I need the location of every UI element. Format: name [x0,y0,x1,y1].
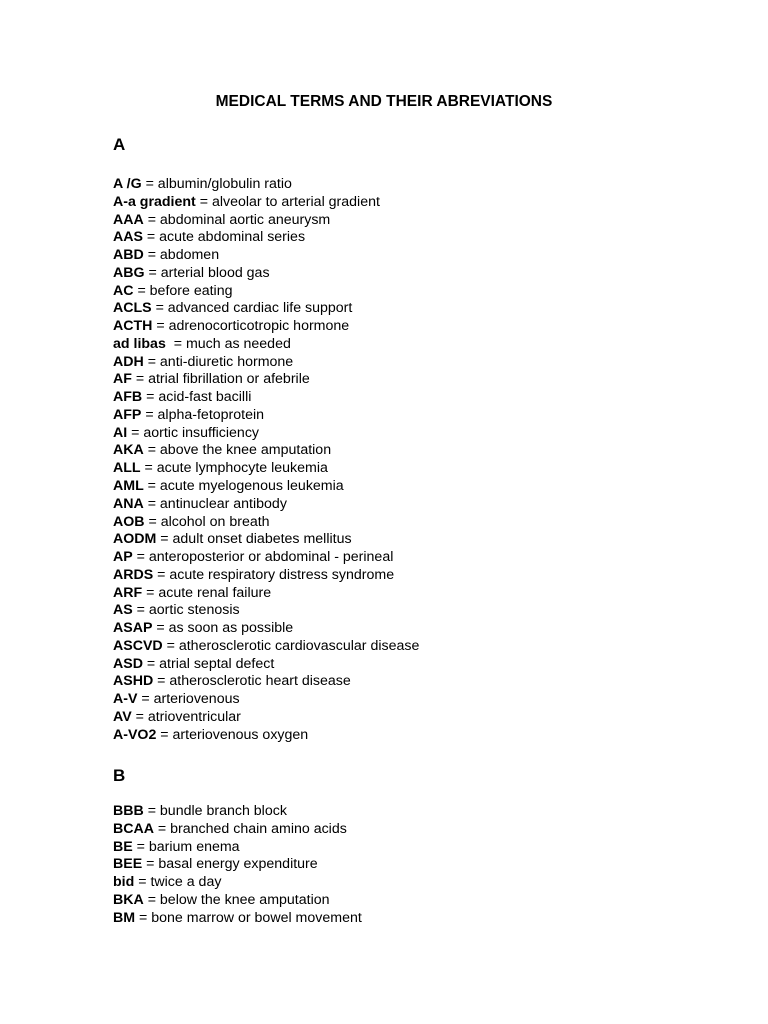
entry-term: AODM [113,531,157,548]
entry-definition: = abdomen [143,247,220,264]
entry-term: BM [113,909,136,926]
entry-definition: = acid-fast bacilli [142,389,252,406]
glossary-entry [113,567,419,585]
entry-term: ABG [113,264,145,281]
entry-term: AF [113,371,132,388]
entry-term: ALL [113,460,141,477]
entry-definition: = adult onset diabetes mellitus [156,531,352,548]
entry-definition: = arteriovenous oxygen [156,726,309,743]
entry-term: AAA [113,211,144,228]
entry-definition: = barium enema [132,838,240,855]
glossary-entry [113,283,419,301]
entry-term: BCAA [113,820,154,837]
entry-term: ANA [113,495,144,512]
entry-term: ADH [113,353,144,370]
glossary-entry [113,691,419,709]
glossary-entry [113,602,419,620]
entry-definition: = antinuclear antibody [143,495,287,512]
glossary-entry [113,336,419,354]
entry-term: ASAP [113,620,153,637]
glossary-entry [113,229,419,247]
entry-term: A-VO2 [113,726,157,743]
entry-definition: = much as needed [165,335,291,352]
glossary-entry [113,910,362,928]
entry-term: BEE [113,856,143,873]
entry-term: BBB [113,803,144,819]
entry-definition: = above the knee amputation [143,442,332,459]
glossary-entry [113,620,419,638]
entry-term: AFP [113,406,142,423]
entry-term: ACLS [113,300,152,317]
section-heading-b: B [113,766,126,785]
entry-definition: = acute respiratory distress syndrome [153,566,395,583]
entry-term: AI [113,424,128,441]
glossary-entry [113,892,362,910]
entry-definition: = atherosclerotic cardiovascular disease [162,637,420,654]
glossary-entry [113,194,419,212]
entry-definition: = atrial septal defect [142,655,275,672]
entry-definition: = arteriovenous [137,691,240,708]
entry-definition: = albumin/globulin ratio [141,176,292,192]
entry-term: BKA [113,891,144,908]
entry-term: ASHD [113,673,154,690]
entry-term: A-a gradient [113,193,196,210]
glossary-entry [113,442,419,460]
entry-term: ARDS [113,566,154,583]
section-heading-a: A [113,135,126,154]
entry-term: AP [113,549,133,566]
glossary-list-b [113,803,362,927]
entry-term: bid [113,874,135,891]
entry-definition: = acute renal failure [142,584,272,601]
entry-term: AKA [113,442,144,459]
entry-definition: = acute lymphocyte leukemia [140,460,328,477]
glossary-entry [113,425,419,443]
entry-term: AS [113,602,133,619]
glossary-entry [113,803,362,821]
entry-definition: = before eating [133,282,233,299]
glossary-list-a [113,176,419,745]
glossary-entry [113,839,362,857]
glossary-entry [113,300,419,318]
glossary-entry [113,407,419,425]
glossary-entry [113,247,419,265]
entry-definition: = below the knee amputation [143,891,330,908]
entry-definition: = advanced cardiac life support [151,300,353,317]
glossary-entry [113,821,362,839]
glossary-entry [113,727,419,745]
entry-term: AC [113,282,134,299]
glossary-entry [113,514,419,532]
entry-term: A /G [113,176,142,192]
entry-definition: = branched chain amino acids [153,820,347,837]
glossary-entry [113,460,419,478]
glossary-entry [113,496,419,514]
glossary-entry [113,656,419,674]
entry-term: ACTH [113,318,153,335]
entry-definition: = alveolar to arterial gradient [195,193,380,210]
glossary-entry [113,874,362,892]
glossary-entry [113,585,419,603]
glossary-entry [113,478,419,496]
entry-definition: = bundle branch block [143,803,287,819]
entry-definition: = adrenocorticotropic hormone [152,318,350,335]
entry-term: ASCVD [113,637,163,654]
glossary-entry [113,212,419,230]
entry-term: ABD [113,247,144,264]
entry-term: A-V [113,691,138,708]
entry-term: AOB [113,513,145,530]
entry-definition: = atherosclerotic heart disease [153,673,351,690]
glossary-entry [113,709,419,727]
entry-definition: = acute myelogenous leukemia [143,478,344,495]
glossary-entry [113,531,419,549]
glossary-entry [113,389,419,407]
entry-term: AV [113,708,132,725]
page-title: MEDICAL TERMS AND THEIR ABREVIATIONS [215,93,553,110]
entry-definition: = alcohol on breath [144,513,270,530]
entry-definition: = basal energy expenditure [142,856,318,873]
entry-definition: = arterial blood gas [144,264,270,281]
entry-definition: = anteroposterior or abdominal - perineal [132,549,394,566]
entry-term: AAS [113,229,143,246]
entry-definition: = as soon as possible [152,620,294,637]
entry-definition: = atrial fibrillation or afebrile [131,371,310,388]
entry-term: BE [113,838,133,855]
entry-definition: = alpha-fetoprotein [141,406,265,423]
glossary-entry [113,265,419,283]
entry-definition: = twice a day [134,874,222,891]
glossary-entry [113,318,419,336]
glossary-entry [113,549,419,567]
glossary-entry [113,371,419,389]
entry-term: ASD [113,655,143,672]
entry-definition: = aortic stenosis [132,602,240,619]
entry-term: AML [113,478,144,495]
glossary-entry [113,673,419,691]
glossary-entry [113,354,419,372]
entry-definition: = abdominal aortic aneurysm [143,211,331,228]
entry-term: ad libas [113,335,166,352]
entry-definition: = aortic insufficiency [127,424,260,441]
entry-definition: = bone marrow or bowel movement [135,909,362,926]
entry-definition: = anti-diuretic hormone [143,353,294,370]
glossary-entry [113,856,362,874]
glossary-entry [113,638,419,656]
entry-definition: = acute abdominal series [142,229,306,246]
entry-term: AFB [113,389,143,406]
entry-term: ARF [113,584,143,601]
entry-definition: = atrioventricular [131,708,241,725]
glossary-entry [113,176,419,194]
